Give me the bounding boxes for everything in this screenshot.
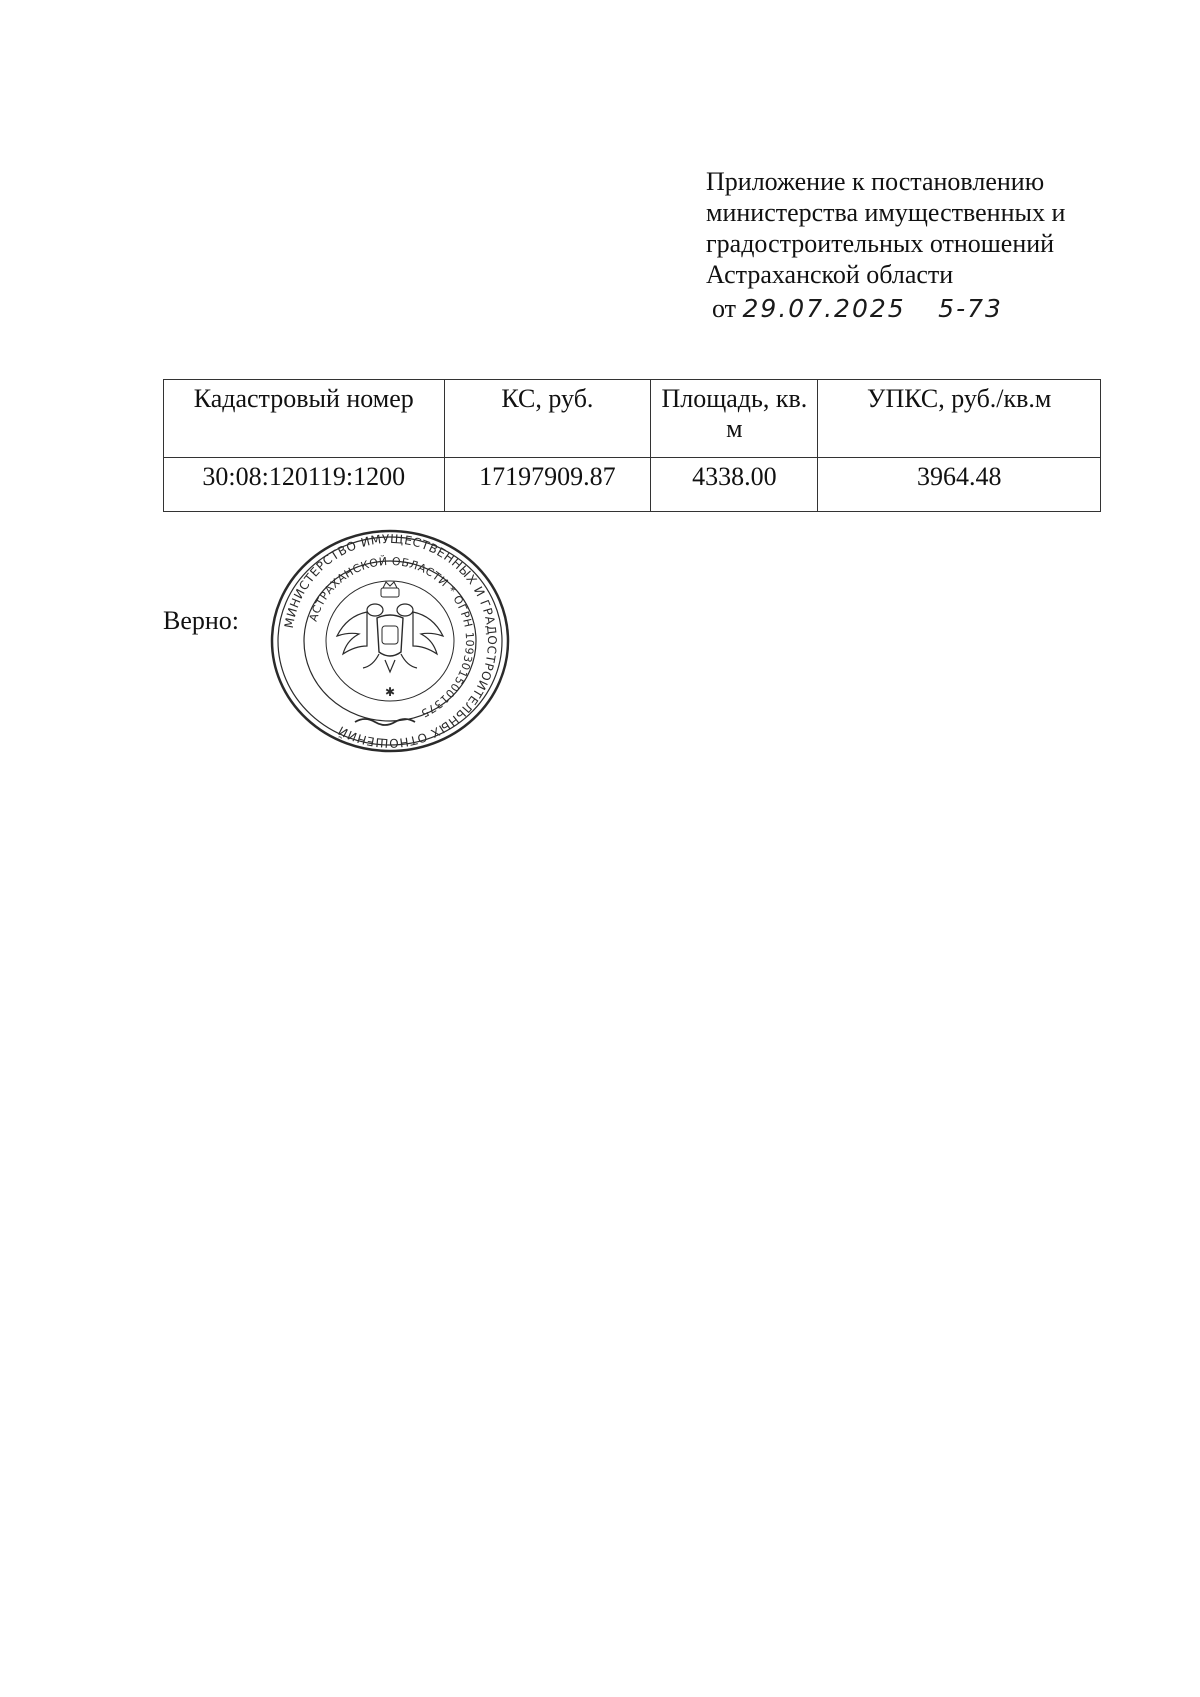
cell-area: 4338.00 [651, 458, 818, 512]
header-specific-value: УПКС, руб./кв.м [818, 380, 1101, 458]
seal-inner-text: АСТРАХАНСКОЙ ОБЛАСТИ * ОГРН 1093015001375 [306, 554, 477, 721]
seal-ring-4 [326, 581, 454, 701]
cadastral-value-table [163, 379, 1101, 512]
cell-specific-value: 3964.48 [818, 458, 1101, 512]
handwritten-date: 29.07.2025 [742, 294, 906, 323]
table-row [164, 458, 1101, 512]
appendix-line-4: Астраханской области [706, 260, 954, 289]
date-line [712, 294, 1003, 324]
official-seal [267, 526, 513, 756]
handwritten-number: 5-73 [938, 294, 1003, 323]
cell-cadastral-value: 17197909.87 [444, 458, 651, 512]
header-cadastral-number: Кадастровый номер [164, 380, 445, 458]
header-area: Площадь, кв. м [651, 380, 818, 458]
cell-cadastral-number: 30:08:120119:1200 [164, 458, 445, 512]
star-icon: ✱ [384, 685, 396, 699]
appendix-line-2: министерства имущественных и [706, 198, 1066, 227]
appendix-heading [706, 166, 1065, 290]
double-headed-eagle-icon [337, 582, 443, 672]
header-cadastral-value: КС, руб. [444, 380, 651, 458]
appendix-line-1: Приложение к постановлению [706, 167, 1045, 196]
verno-label: Верно: [163, 606, 240, 635]
table-header-row [164, 380, 1101, 458]
seal-signature-mark [355, 719, 415, 725]
date-prefix: от [712, 294, 737, 323]
appendix-line-3: градостроительных отношений [706, 229, 1055, 258]
seal-outer-text: МИНИСТЕРСТВО ИМУЩЕСТВЕННЫХ И ГРАДОСТРОИТЕЛЬНЫХ ОТНОШЕНИЙ [281, 531, 500, 751]
